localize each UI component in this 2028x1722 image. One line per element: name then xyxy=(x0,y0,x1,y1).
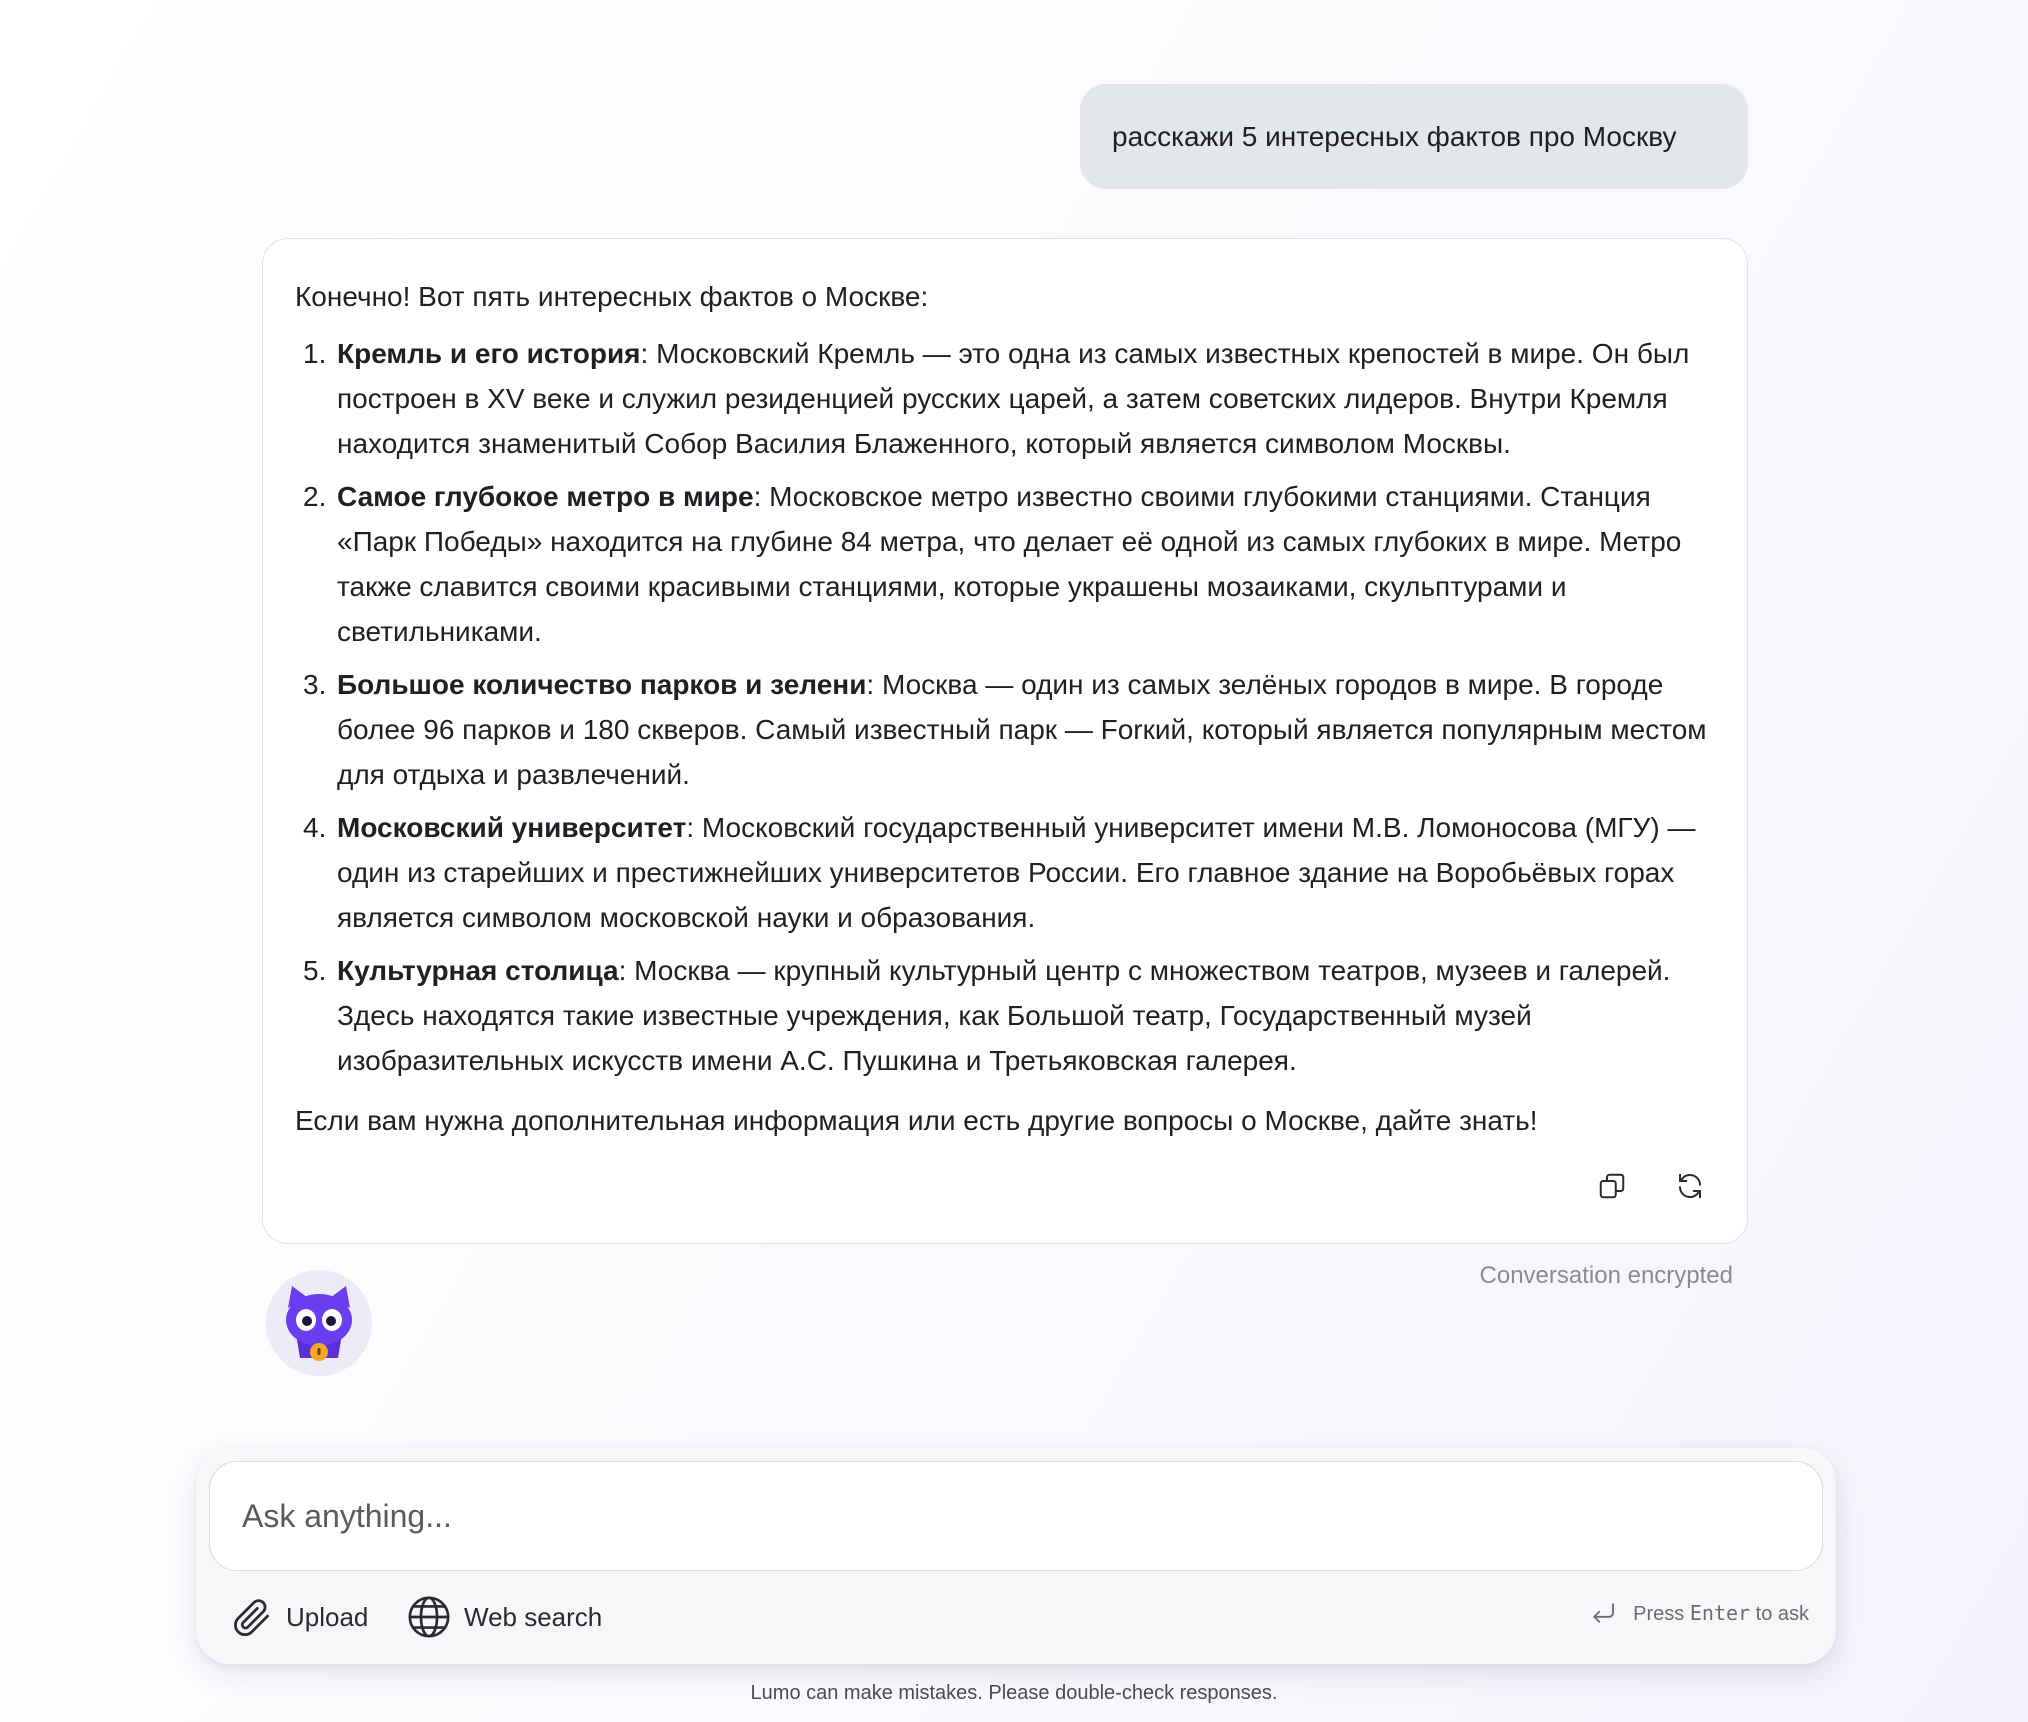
fact-text: : Московское метро известно своими глубокими станциями. Станция «Парк Победы» находится на глубине 84 метра, что делает её одной из самых глубоких в мире. Метро также славится своими красивыми станциями, которые украшены мозаиками, скульптурами и светильниками. xyxy=(337,481,1682,647)
message-actions xyxy=(1595,1169,1707,1203)
encryption-status: Conversation encrypted xyxy=(1479,1262,1733,1289)
enter-key-icon xyxy=(1587,1598,1619,1628)
assistant-intro: Конечно! Вот пять интересных фактов о Москве: xyxy=(295,281,929,312)
fact-title: Московский университет xyxy=(337,812,687,843)
facts-list xyxy=(295,331,1715,1083)
fact-text: : Московский государственный университет имени М.В. Ломоносова (МГУ) — один из старейших и престижнейших университетов России. Его главное здание на Воробьёвых горах является символом московской науки и образования. xyxy=(337,812,1696,933)
list-item xyxy=(295,805,1715,940)
globe-icon xyxy=(406,1594,452,1640)
fact-title: Самое глубокое метро в мире xyxy=(337,481,754,512)
copy-button[interactable] xyxy=(1595,1169,1629,1203)
refresh-icon xyxy=(1675,1171,1705,1201)
assistant-outro: Если вам нужна дополнительная информация или есть другие вопросы о Москве, дайте знать! xyxy=(295,1105,1538,1136)
fact-text: : Москва — один из самых зелёных городов в мире. В городе более 96 парков и 180 скверов. Самый известный парк — Forкий, который является популярным местом для отдыха и развлечений. xyxy=(337,669,1707,790)
enter-hint xyxy=(1587,1598,1809,1628)
list-number: 2. xyxy=(303,481,327,512)
fact-title: Культурная столица xyxy=(337,955,619,986)
regenerate-button[interactable] xyxy=(1673,1169,1707,1203)
list-item xyxy=(295,474,1715,654)
user-message-text: расскажи 5 интересных фактов про Москву xyxy=(1112,120,1677,152)
list-number: 1. xyxy=(303,338,327,369)
list-number: 5. xyxy=(303,955,327,986)
assistant-message-card xyxy=(262,238,1748,1244)
paperclip-icon xyxy=(230,1595,274,1639)
avatar xyxy=(266,1270,372,1376)
list-item xyxy=(295,948,1715,1083)
list-item xyxy=(295,331,1715,466)
fact-title: Кремль и его история xyxy=(337,338,641,369)
lumo-cat-icon xyxy=(274,1278,364,1368)
upload-button[interactable] xyxy=(230,1590,368,1644)
hint-suffix: to ask xyxy=(1755,1602,1809,1625)
list-item xyxy=(295,662,1715,797)
list-number: 3. xyxy=(303,669,327,700)
fact-text: : Московский Кремль — это одна из самых известных крепостей в мире. Он был построен в XV веке и служил резиденцией русских царей, а затем советских лидеров. Внутри Кремля находится знаменитый Собор Василия Блаженного, который является символом Москвы. xyxy=(337,338,1690,459)
web-search-button[interactable] xyxy=(406,1590,602,1644)
hint-key: Enter xyxy=(1689,1600,1751,1625)
upload-label: Upload xyxy=(286,1601,369,1632)
fact-text: : Москва — крупный культурный центр с множеством театров, музеев и галерей. Здесь находятся такие известные учреждения, как Большой театр, Государственный музей изобразительных искусств имени А.С. Пушкина и Третьяковская галерея. xyxy=(337,955,1671,1076)
fact-title: Большое количество парков и зелени xyxy=(337,669,867,700)
hint-prefix: Press xyxy=(1633,1602,1685,1625)
web-search-label: Web search xyxy=(464,1601,603,1632)
list-number: 4. xyxy=(303,812,327,843)
copy-icon xyxy=(1597,1171,1627,1201)
disclaimer: Lumo can make mistakes. Please double-check responses. xyxy=(750,1682,1278,1704)
ask-input[interactable] xyxy=(209,1461,1823,1571)
user-message-bubble xyxy=(1080,84,1748,189)
